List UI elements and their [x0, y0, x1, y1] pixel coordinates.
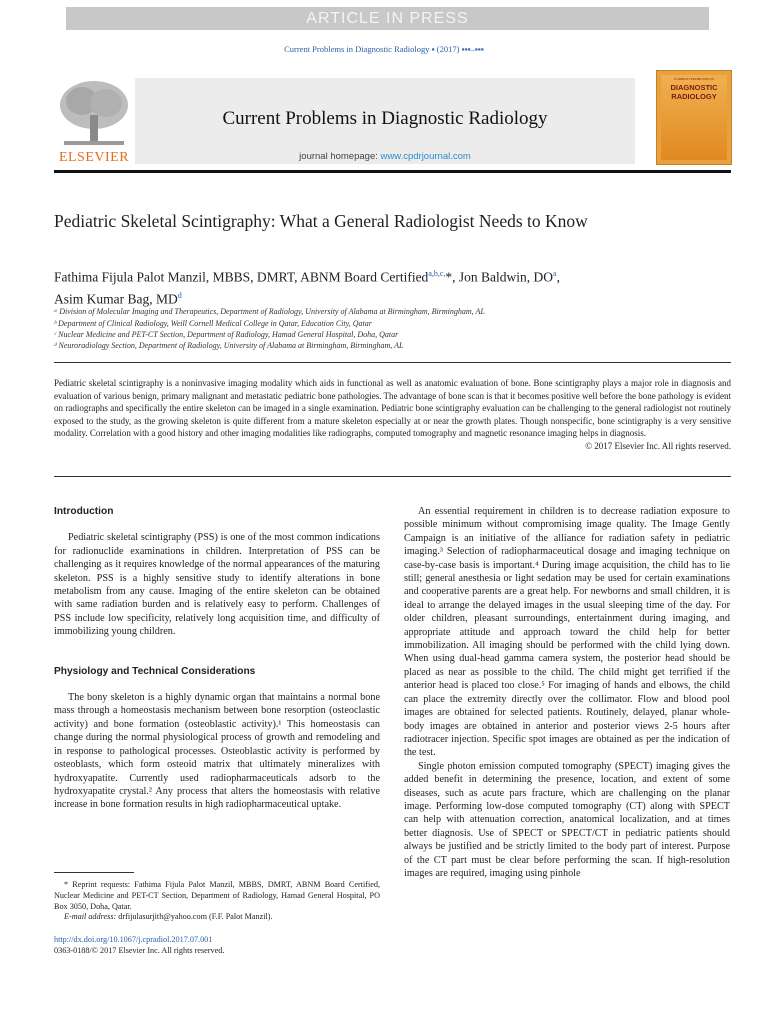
journal-title: Current Problems in Diagnostic Radiology: [222, 108, 548, 129]
abstract-copyright: © 2017 Elsevier Inc. All rights reserved.: [585, 440, 731, 451]
paragraph-spect: Single photon emission computed tomography (SPECT) imaging gives the added benefit in determining the presence, location, and extent of some diseases, such as acute pars fracture, which are challenging on the planar image. Performing low-dose computed tomography (CT) along with SPECT can help with attenuation correction, anatomical localization, and at times better diagnosis. Use of SPECT or SPECT/CT in pediatric patients should always be justified and be strictly limited to the body part of interest. Purpose of the CT part must be clear before performing the scan. If high-resolution images are required, imaging using pinhole: [404, 760, 730, 879]
affiliation-b: ᵇ Department of Clinical Radiology, Weill Cornell Medical College in Qatar, Education City, Qatar: [54, 319, 372, 328]
section-heading-physiology: Physiology and Technical Considerations: [54, 665, 256, 677]
paragraph-physiology: The bony skeleton is a highly dynamic organ that maintains a normal bone mass through a homeostasis mechanism between bone resorption (osteoclastic activity) and bone formation (osteoblastic activity).¹ This homeostasis can change during the normal physiological process of growth and remodeling and in response to pathological processes. Osteoblastic activity is performed by osteoblasts, which form osteoid matrix that ultimately mineralizes with hydroxyapatite. Currently used radiopharmaceuticals adsorb to the hydroxyapatite crystal.² Any process that alters the homeostasis with relative increase in bone formation results in high radiopharmaceutical uptake.: [54, 692, 380, 811]
publisher-name: ELSEVIER: [58, 150, 130, 165]
journal-reference-link[interactable]: Current Problems in Diagnostic Radiology ▪ (2017) ▪▪▪–▪▪▪: [284, 44, 484, 54]
corresponding-mark: *,: [445, 269, 459, 285]
journal-cover-thumbnail: [656, 70, 732, 165]
abstract: [54, 377, 731, 453]
cover-title: [661, 83, 727, 101]
reprint-request: * Reprint requests: Fathima Fijula Palot Manzil, MBBS, DMRT, ABNM Board Certified, Nuclear Medicine and PET-CT Section, Department of Radiology, Hamad General Hospital, PO Box 3050, Doha, Qatar.: [54, 880, 380, 911]
email-label: E-mail address:: [64, 912, 119, 922]
author-list: Fathima Fijula Palot Manzil, MBBS, DMRT, ABNM Board Certified$^{a,b,c,}$*, Jon Baldwin, $DO^a$, Asim Kumar Bag, $MD^d$: [54, 269, 560, 306]
footnote-rule: [54, 872, 134, 873]
author-3-affil[interactable]: d: [177, 290, 182, 300]
homepage-link[interactable]: www.cpdrjournal.com: [380, 151, 471, 162]
paragraph-introduction: Pediatric skeletal scintigraphy (PSS) is one of the most common indications for radionuclide examinations in children. Interpretation of PSS can be challenging as it requires knowledge of the normal appearances of the maturing skeleton. PSS is a highly sensitive study to identify alterations in bone metabolism from any cause. Imaging of the entire skeleton can be obtained with same radiation burden and is relatively easy to perform. Challenges of PSS include low specificity, relatively long acquisition time, and difficulty of immobilizing young children.: [54, 532, 380, 638]
author-1[interactable]: Fathima Fijula Palot Manzil, MBBS, DMRT, ABNM Board Certified: [54, 269, 429, 285]
section-heading-introduction: Introduction: [54, 506, 114, 517]
doi-link[interactable]: http://dx.doi.org/10.1067/j.cpradiol.2017.07.001: [54, 935, 213, 944]
tree-icon: [54, 77, 134, 149]
affiliation-d: ᵈ Neuroradiology Section, Department of Radiology, University of Alabama at Birmingham, Birmingham, AL: [54, 341, 404, 350]
right-column: [404, 505, 730, 880]
issn-copyright: 0363-0188/© 2017 Elsevier Inc. All rights reserved.: [54, 946, 225, 955]
left-column: [54, 505, 380, 812]
cover-title-line2: RADIOLOGY: [671, 92, 717, 101]
email-address[interactable]: drfijulasurjith@yahoo.com (F.F. Palot Manzil).: [118, 912, 273, 922]
article-in-press-banner: ARTICLE IN PRESS: [66, 7, 709, 30]
header-rule: [54, 170, 731, 173]
affiliation-c: ᶜ Nuclear Medicine and PET-CT Section, Department of Radiology, Hamad General Hospital, Doha, Qatar: [54, 330, 399, 339]
journal-homepage: [135, 151, 635, 162]
article-title: Pediatric Skeletal Scintigraphy: What a General Radiologist Needs to Know: [54, 211, 588, 231]
abstract-top-rule: [54, 362, 731, 363]
author-2-affil[interactable]: a: [553, 269, 557, 278]
cover-title-line1: DIAGNOSTIC: [670, 83, 718, 92]
author-2[interactable]: Jon Baldwin, DO: [458, 269, 554, 285]
author-1-affil[interactable]: a,b,c,: [428, 269, 446, 278]
abstract-text: Pediatric skeletal scintigraphy is a noninvasive imaging modality which aids in functional as well as anatomic evaluation of bone. Bone scintigraphy plays a major role in diagnosis and evaluation of various benign, primary malignant and metastatic pediatric bone pathologies. The advantage of bone scan is that it becomes positive well before the bone pathology is evident on radiographs and specifically the entire skeleton can be imaged in a single examination. Pediatric bone scintigraphy evaluation can be challenging to the general radiologist not routinely exposed to the study, as the growing skeleton is quite different from a mature skeleton especially at or near the growth plates. Though nonspecific, bone scintigraphy is a very sensitive modality. Correlation with a good history and other imaging modalities like radiographs, computed tomography and magnetic resonance imaging helps in diagnosis.: [54, 378, 731, 439]
affiliation-a: ᵃ Division of Molecular Imaging and Therapeutics, Department of Radiology, University of Alabama at Birmingham, Birmingham, AL: [54, 307, 485, 316]
footnote: [54, 880, 380, 923]
author-3[interactable]: Asim Kumar Bag, MD: [54, 291, 178, 306]
cover-subtitle: CURRENT PROBLEMS IN: [673, 77, 715, 81]
abstract-bottom-rule: [54, 476, 731, 477]
homepage-label: journal homepage:: [299, 151, 381, 162]
paragraph-radiation-exposure: An essential requirement in children is to decrease radiation exposure to possible minimum without compromising image quality. The Image Gently Campaign is an initiative of the alliance for radiation safety in pediatric imaging.³ Selection of radiopharmaceutical dosage and imaging technique on case-by-case basis is important.⁴ During image acquisition, the child has to lie still; general anesthesia or light sedation may be used for certain examinations and cooperative parents are a great help. For newborns and small children, it is ideal to arrange the delayed images in the usual sleeping time of the day. For older children, pleasant surroundings, entertainment during imaging, and appropriate attitude and approach toward the child help for better immobilization. All imaging should be performed with the child lying down. When using dual-head gamma camera system, the posterior head should be placed as near as possible to the child. The child might get terrified if the anterior head is placed too close.⁵ For imaging of hands and elbows, the child can place the extremity directly over the collimator. Flow and blood pool images are obtained for selected patients. Routinely, delayed, planar whole-body images are obtained in anterior and posterior views 2-5 hours after radiotracer injection. Specific spot images are obtained as per the indication of the test.: [404, 506, 730, 759]
